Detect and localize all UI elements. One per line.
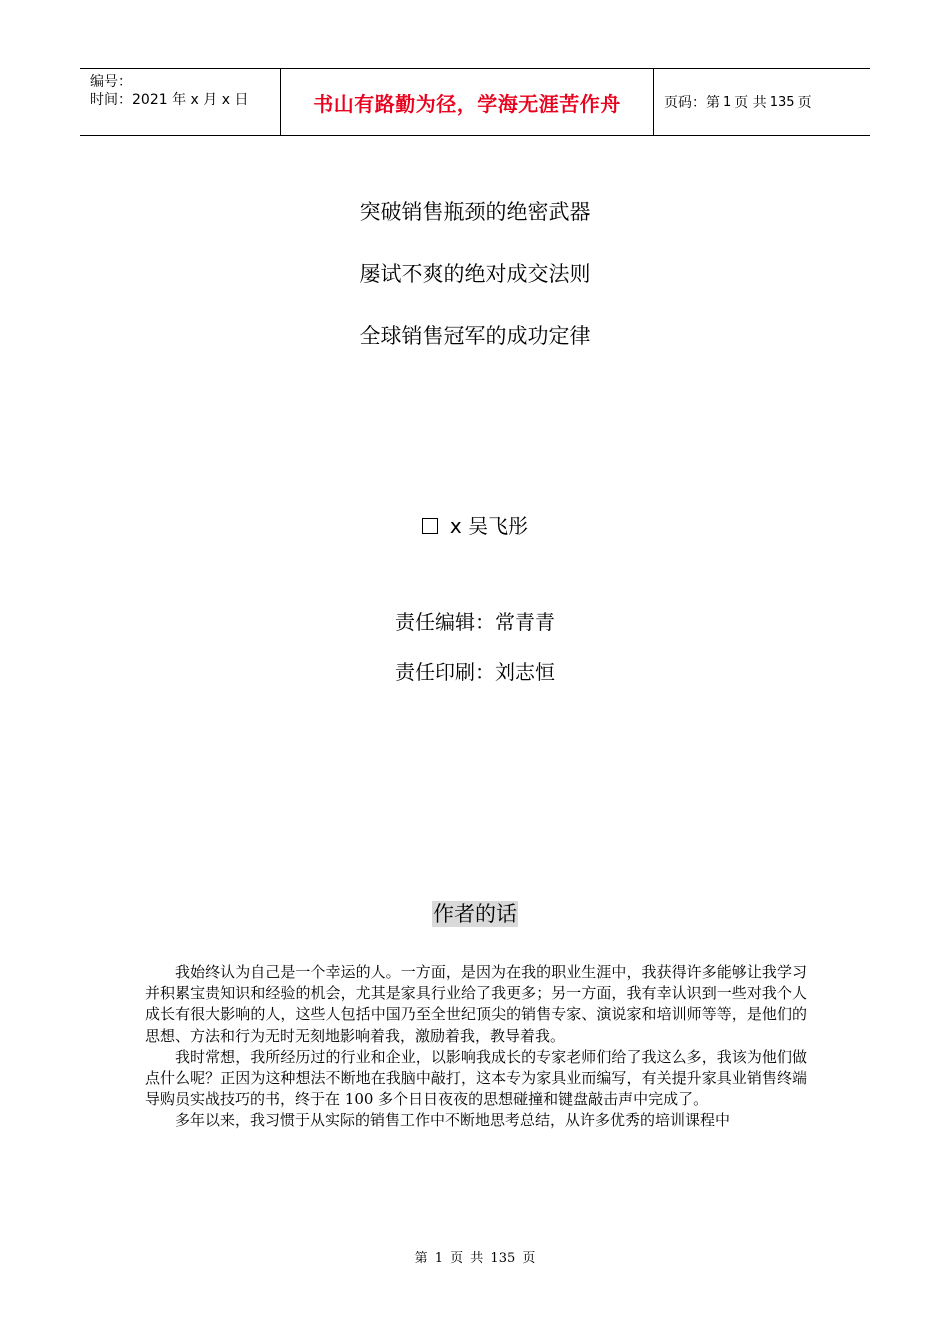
number-label: 编号： xyxy=(90,74,132,90)
page-mid: 页 共 xyxy=(734,95,767,111)
header-page-info xyxy=(654,69,870,135)
page-prefix: 页码：第 xyxy=(664,95,720,111)
page-current: 1 xyxy=(723,94,732,110)
printer-line: 责任印刷：刘志恒 xyxy=(395,660,555,684)
checkbox-square-icon xyxy=(422,518,438,534)
header-left-cell xyxy=(80,69,281,135)
page-footer: 第 1 页 共 135 页 xyxy=(414,1251,536,1266)
paragraph-2: 我时常想，我所经历过的行业和企业，以影响我成长的专家老师们给了我这么多，我该为他们做点什么呢？正因为这种想法不断地在我脑中敲打，这本专为家具业而编写，有关提升家具业销售终端导购员实战技巧的书，终于在 100 多个日日夜夜的思想碰撞和键盘敲击声中完成了。 xyxy=(145,1047,807,1109)
author-line xyxy=(0,510,950,539)
header-table xyxy=(80,68,870,136)
section-title xyxy=(0,898,950,928)
body-text xyxy=(145,962,807,1132)
editor-line: 责任编辑：常青青 xyxy=(395,610,555,634)
time-label: 时间：2021 年 x 月 x 日 xyxy=(90,92,249,108)
page-suffix: 页 xyxy=(797,95,812,111)
title-line-3: 全球销售冠军的成功定律 xyxy=(359,324,591,348)
title-line-1: 突破销售瓶颈的绝密武器 xyxy=(359,200,591,224)
author-name: x 吴飞彤 xyxy=(449,514,529,538)
paragraph-3: 多年以来，我习惯于从实际的销售工作中不断地思考总结，从许多优秀的培训课程中 xyxy=(175,1111,731,1130)
page-total: 135 xyxy=(769,94,795,110)
title-line-2: 屡试不爽的绝对成交法则 xyxy=(359,262,591,286)
section-title-text: 作者的话 xyxy=(433,902,517,926)
paragraph-1: 我始终认为自己是一个幸运的人。一方面，是因为在我的职业生涯中，我获得许多能够让我学习并积累宝贵知识和经验的机会，尤其是家具行业给了我更多；另一方面，我有幸认识到一些对我个人成长有很大影响的人，这些人包括中国乃至全世纪顶尖的销售专家、演说家和培训师等等，是他们的思想、方法和行为无时无刻地影响着我，激励着我，教导着我。 xyxy=(145,963,807,1045)
header-motto: 书山有路勤为径，学海无涯苦作舟 xyxy=(281,69,654,135)
